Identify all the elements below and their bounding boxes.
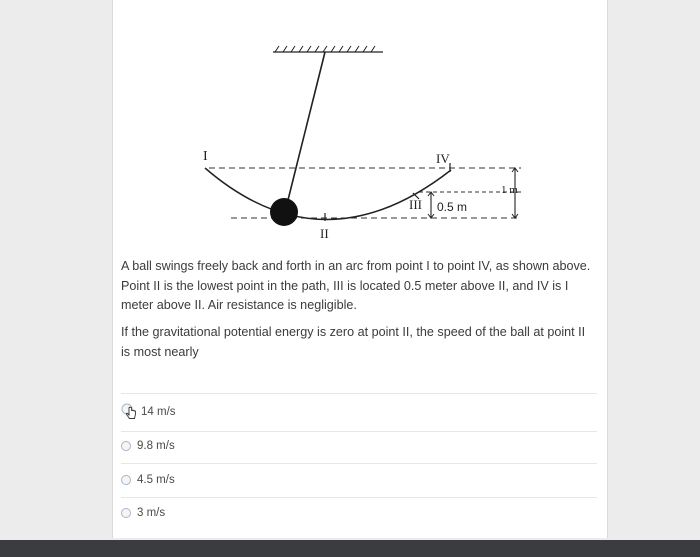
divider	[121, 463, 597, 464]
answer-option-4[interactable]	[121, 503, 165, 523]
hand-cursor-icon	[121, 403, 137, 421]
divider	[121, 431, 597, 432]
answer-option-label: 9.8 m/s	[137, 440, 175, 452]
answer-option-label: 3 m/s	[137, 507, 166, 519]
radio-button[interactable]	[121, 475, 131, 485]
radio-button[interactable]	[121, 441, 131, 451]
ceiling-hatch	[275, 46, 375, 52]
pendulum-ball	[270, 198, 298, 226]
answer-option-1[interactable]	[121, 402, 176, 422]
answer-option-3[interactable]	[121, 470, 175, 490]
divider	[121, 393, 597, 394]
point-label-i: I	[203, 149, 208, 164]
question-paragraph-1: A ball swings freely back and forth in an arc from point I to point IV, as shown above. Point II is the lowest point in the path, III is located 0.5 meter above II, and IV is I meter above II. Air resistance is negligible.	[121, 259, 591, 312]
pendulum-string	[286, 52, 325, 208]
question-paragraph-2: If the gravitational potential energy is zero at point II, the speed of the ball at point II is most nearly	[121, 325, 586, 359]
answer-option-label: 4.5 m/s	[137, 474, 175, 486]
height-label-iv: 1 m	[501, 184, 518, 196]
height-label-iii: 0.5 m	[437, 200, 468, 214]
answer-option-label: 14 m/s	[141, 406, 176, 418]
point-label-ii: II	[320, 226, 329, 241]
divider	[121, 497, 597, 498]
bottom-bar	[0, 540, 700, 557]
radio-button[interactable]	[121, 508, 131, 518]
question-card	[112, 0, 608, 538]
point-label-iv: IV	[436, 151, 450, 166]
answer-option-2[interactable]	[121, 436, 175, 456]
pendulum-diagram	[113, 0, 607, 250]
point-label-iii: III	[409, 197, 422, 212]
